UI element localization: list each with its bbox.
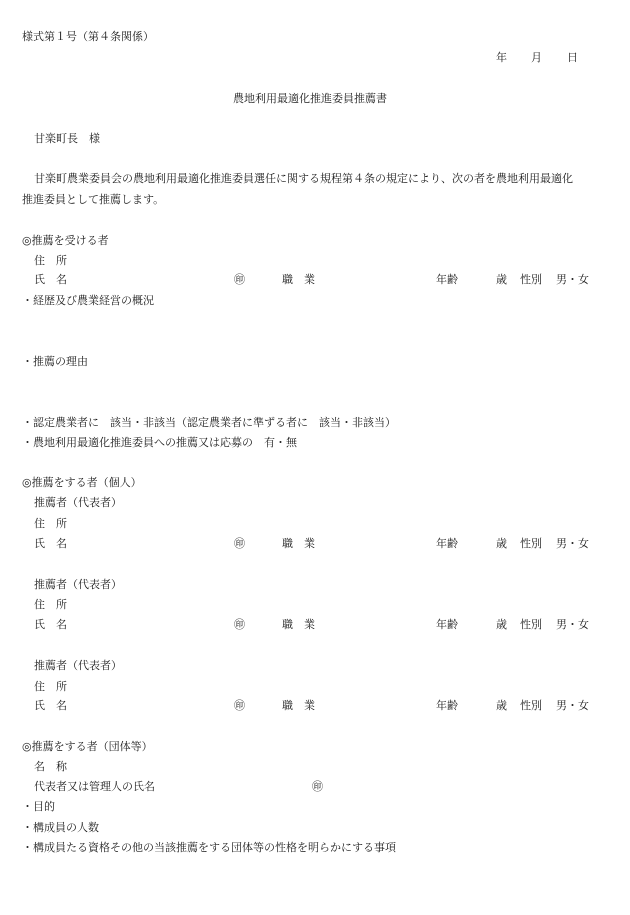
recommender-3-age-label: 年齢 bbox=[436, 699, 458, 712]
group-purpose: ・目的 bbox=[22, 800, 55, 813]
intro-line-2: 推進委員として推薦します。 bbox=[22, 193, 165, 206]
recommender-1-address-label: 住 所 bbox=[34, 517, 67, 530]
group-representative-label: 代表者又は管理人の氏名 bbox=[34, 780, 155, 793]
candidate-occupation-label: 職 業 bbox=[282, 273, 315, 286]
group-members: ・構成員の人数 bbox=[22, 821, 99, 834]
recommender-2-age-label: 年齢 bbox=[436, 618, 458, 631]
date-month: 月 bbox=[531, 51, 542, 64]
document-title: 農地利用最適化推進委員推薦書 bbox=[233, 92, 387, 105]
candidate-name-label: 氏 名 bbox=[34, 273, 67, 286]
recommender-3-occupation-label: 職 業 bbox=[282, 699, 315, 712]
candidate-sex-options: 男・女 bbox=[556, 273, 589, 286]
candidate-career: ・経歴及び農業経営の概況 bbox=[22, 294, 154, 307]
recommender-3-age-unit: 歳 bbox=[496, 699, 507, 712]
recommender-3-label: 推薦者（代表者） bbox=[34, 659, 122, 672]
date-day: 日 bbox=[567, 51, 578, 64]
recommender-1-age-label: 年齢 bbox=[436, 537, 458, 550]
recommender-1-label: 推薦者（代表者） bbox=[34, 496, 122, 509]
recommender-3-name-label: 氏 名 bbox=[34, 699, 67, 712]
date-year: 年 bbox=[496, 51, 507, 64]
recommender-2-name-label: 氏 名 bbox=[34, 618, 67, 631]
candidate-reason: ・推薦の理由 bbox=[22, 355, 88, 368]
candidate-sex-label: 性別 bbox=[520, 273, 542, 286]
recommender-1-occupation-label: 職 業 bbox=[282, 537, 315, 550]
recommender-2-label: 推薦者（代表者） bbox=[34, 578, 122, 591]
recommender-3-address-label: 住 所 bbox=[34, 680, 67, 693]
recommender-3-sex-options: 男・女 bbox=[556, 699, 589, 712]
addressee: 甘楽町長 様 bbox=[34, 132, 100, 145]
recommender-2-age-unit: 歳 bbox=[496, 618, 507, 631]
recommender-2-sex-options: 男・女 bbox=[556, 618, 589, 631]
individual-heading: ◎推薦をする者（個人） bbox=[22, 476, 142, 489]
group-qualification: ・構成員たる資格その他の当該推薦をする団体等の性格を明らかにする事項 bbox=[22, 841, 396, 854]
recommender-2-sex-label: 性別 bbox=[520, 618, 542, 631]
group-representative-seal: ㊞ bbox=[312, 780, 323, 793]
recommender-2-occupation-label: 職 業 bbox=[282, 618, 315, 631]
candidate-heading: ◎推薦を受ける者 bbox=[22, 234, 109, 247]
group-heading: ◎推薦をする者（団体等） bbox=[22, 740, 153, 753]
recommender-3-sex-label: 性別 bbox=[520, 699, 542, 712]
candidate-seal: ㊞ bbox=[234, 273, 245, 286]
recommender-3-seal: ㊞ bbox=[234, 699, 245, 712]
recommender-1-seal: ㊞ bbox=[234, 537, 245, 550]
candidate-prior: ・農地利用最適化推進委員への推薦又は応募の 有・無 bbox=[22, 436, 297, 449]
candidate-certified: ・認定農業者に 該当・非該当（認定農業者に準ずる者に 該当・非該当） bbox=[22, 416, 396, 429]
recommender-1-sex-options: 男・女 bbox=[556, 537, 589, 550]
intro-line-1: 甘楽町農業委員会の農地利用最適化推進委員選任に関する規程第４条の規定により、次の者を農地利用最適化 bbox=[34, 172, 573, 185]
recommender-1-sex-label: 性別 bbox=[520, 537, 542, 550]
candidate-address-label: 住 所 bbox=[34, 254, 67, 267]
recommender-2-address-label: 住 所 bbox=[34, 598, 67, 611]
recommender-1-age-unit: 歳 bbox=[496, 537, 507, 550]
form-number: 様式第１号（第４条関係） bbox=[22, 30, 154, 43]
candidate-age-label: 年齢 bbox=[436, 273, 458, 286]
candidate-age-unit: 歳 bbox=[496, 273, 507, 286]
group-name-label: 名 称 bbox=[34, 760, 67, 773]
recommender-1-name-label: 氏 名 bbox=[34, 537, 67, 550]
recommender-2-seal: ㊞ bbox=[234, 618, 245, 631]
